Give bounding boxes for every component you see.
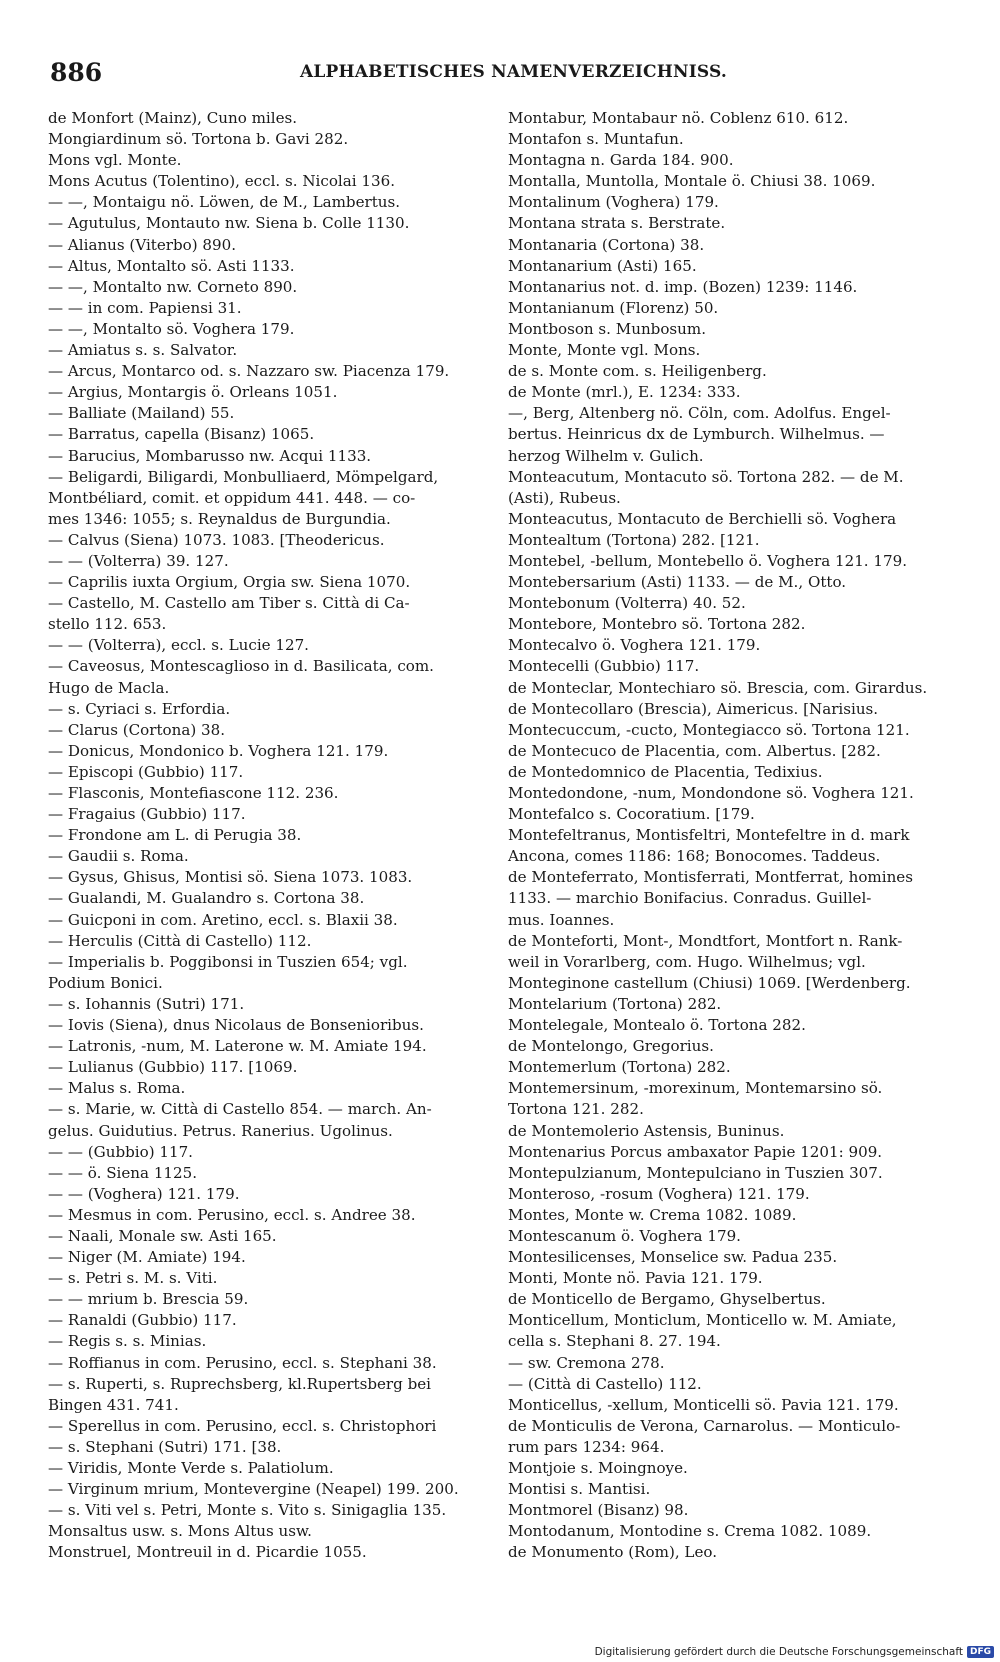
index-line: — Niger (M. Amiate) 194. bbox=[48, 1248, 246, 1267]
index-line: — s. Viti vel s. Petri, Monte s. Vito s. Sinigaglia 135. bbox=[48, 1501, 447, 1520]
index-line: de Monticulis de Verona, Carnarolus. — Monticulo- bbox=[508, 1416, 901, 1435]
right-column bbox=[508, 108, 963, 1563]
index-line: — Lulianus (Gubbio) 117. [1069. bbox=[48, 1058, 298, 1077]
index-line: — Balliate (Mailand) 55. bbox=[48, 404, 235, 423]
index-line: — — (Volterra) 39. 127. bbox=[48, 551, 229, 570]
index-line: Monteroso, -rosum (Voghera) 121. 179. bbox=[508, 1184, 810, 1203]
index-line: — — (Volterra), eccl. s. Lucie 127. bbox=[48, 636, 309, 655]
index-line: Montemerlum (Tortona) 282. bbox=[508, 1058, 731, 1077]
index-line: Montalinum (Voghera) 179. bbox=[508, 193, 719, 212]
index-line: — Agutulus, Montauto nw. Siena b. Colle 1130. bbox=[48, 214, 410, 233]
index-line: — — (Gubbio) 117. bbox=[48, 1142, 193, 1161]
index-line: Montana strata s. Berstrate. bbox=[508, 214, 726, 233]
index-line: 1133. — marchio Bonifacius. Conradus. Guillel- bbox=[508, 889, 872, 908]
index-line: — Imperialis b. Poggibonsi in Tuszien 654; vgl. bbox=[48, 952, 408, 971]
index-line: Monteginone castellum (Chiusi) 1069. [Werdenberg. bbox=[508, 973, 911, 992]
index-line: Ancona, comes 1186: 168; Bonocomes. Taddeus. bbox=[508, 847, 881, 866]
index-line: gelus. Guidutius. Petrus. Ranerius. Ugolinus. bbox=[48, 1121, 393, 1140]
index-line: cella s. Stephani 8. 27. 194. bbox=[508, 1332, 721, 1351]
index-line: — Sperellus in com. Perusino, eccl. s. Christophori bbox=[48, 1416, 437, 1435]
index-line: — Beligardi, Biligardi, Monbulliaerd, Mömpelgard, bbox=[48, 467, 439, 486]
index-line: — Calvus (Siena) 1073. 1083. [Theodericus. bbox=[48, 530, 385, 549]
index-line: — Guicponi in com. Aretino, eccl. s. Blaxii 38. bbox=[48, 910, 398, 929]
index-line: — Arcus, Montarco od. s. Nazzaro sw. Piacenza 179. bbox=[48, 362, 450, 381]
index-line: Montanaria (Cortona) 38. bbox=[508, 235, 705, 254]
index-line: Montedondone, -num, Mondondone sö. Voghera 121. bbox=[508, 784, 914, 802]
index-line: Montagna n. Garda 184. 900. bbox=[508, 151, 734, 170]
index-line: — Flasconis, Montefiascone 112. 236. bbox=[48, 784, 339, 802]
index-line: Montemersinum, -morexinum, Montemarsino sö. bbox=[508, 1079, 883, 1098]
index-line: Montecalvo ö. Voghera 121. 179. bbox=[508, 636, 761, 655]
index-line: Montebore, Montebro sö. Tortona 282. bbox=[508, 615, 806, 634]
index-line: Montecelli (Gubbio) 117. bbox=[508, 657, 700, 676]
index-line: Montanianum (Florenz) 50. bbox=[508, 298, 719, 317]
index-line: Hugo de Macla. bbox=[48, 678, 170, 697]
index-line: — Argius, Montargis ö. Orleans 1051. bbox=[48, 383, 338, 402]
index-line: — — in com. Papiensi 31. bbox=[48, 298, 242, 317]
index-line: — Malus s. Roma. bbox=[48, 1079, 186, 1098]
index-line: de Montecuco de Placentia, com. Albertus. [282. bbox=[508, 741, 881, 760]
index-line: — s. Ruperti, s. Ruprechsberg, kl.Rupertsberg bei bbox=[48, 1374, 432, 1393]
index-line: Mons vgl. Monte. bbox=[48, 151, 182, 170]
index-line: — Amiatus s. s. Salvator. bbox=[48, 341, 238, 360]
index-line: de Monteclar, Montechiaro sö. Brescia, com. Girardus. bbox=[508, 678, 928, 697]
index-line: Montes, Monte w. Crema 1082. 1089. bbox=[508, 1205, 797, 1224]
index-line: — Viridis, Monte Verde s. Palatiolum. bbox=[48, 1459, 334, 1477]
index-line: — Herculis (Città di Castello) 112. bbox=[48, 931, 312, 950]
index-line: — (Città di Castello) 112. bbox=[508, 1374, 702, 1393]
index-line: — Iovis (Siena), dnus Nicolaus de Bonsenioribus. bbox=[48, 1016, 424, 1035]
index-line: Montebersarium (Asti) 1133. — de M., Otto. bbox=[508, 573, 847, 592]
index-line: Montabur, Montabaur nö. Coblenz 610. 612. bbox=[508, 109, 849, 127]
footer-credit: Digitalisierung gefördert durch die Deutsche Forschungsgemeinschaft bbox=[594, 1646, 963, 1658]
index-line: Montenarius Porcus ambaxator Papie 1201: 909. bbox=[508, 1142, 883, 1161]
index-line: Montebonum (Volterra) 40. 52. bbox=[508, 594, 746, 613]
index-line: — Ranaldi (Gubbio) 117. bbox=[48, 1311, 237, 1330]
index-line: —, Berg, Altenberg nö. Cöln, com. Adolfus. Engel- bbox=[508, 404, 891, 423]
index-line: — Barratus, capella (Bisanz) 1065. bbox=[48, 425, 315, 444]
index-line: — Latronis, -num, M. Laterone w. M. Amiate 194. bbox=[48, 1037, 427, 1056]
left-column bbox=[48, 108, 496, 1563]
index-line: Montecuccum, -cucto, Montegiacco sö. Tortona 121. bbox=[508, 720, 910, 739]
page-number: 886 bbox=[50, 58, 103, 87]
index-line: mes 1346: 1055; s. Reynaldus de Burgundia. bbox=[48, 509, 391, 528]
index-line: Montanarius not. d. imp. (Bozen) 1239: 1146. bbox=[508, 277, 858, 296]
index-line: — Naali, Monale sw. Asti 165. bbox=[48, 1226, 277, 1245]
index-line: herzog Wilhelm v. Gulich. bbox=[508, 446, 704, 465]
index-line: Montescanum ö. Voghera 179. bbox=[508, 1226, 741, 1245]
index-line: de s. Monte com. s. Heiligenberg. bbox=[508, 362, 767, 381]
index-line: — — (Voghera) 121. 179. bbox=[48, 1184, 240, 1203]
index-line: de Monticello de Bergamo, Ghyselbertus. bbox=[508, 1290, 826, 1309]
index-line: — Barucius, Mombarusso nw. Acqui 1133. bbox=[48, 446, 372, 465]
index-line: — Altus, Montalto sö. Asti 1133. bbox=[48, 256, 295, 275]
index-line: de Montecollaro (Brescia), Aimericus. [Narisius. bbox=[508, 699, 879, 718]
index-line: Montjoie s. Moingnoye. bbox=[508, 1459, 688, 1477]
index-line: Montealtum (Tortona) 282. [121. bbox=[508, 530, 760, 549]
index-line: — Gaudii s. Roma. bbox=[48, 847, 189, 866]
index-line: stello 112. 653. bbox=[48, 615, 167, 634]
footer bbox=[595, 1646, 994, 1658]
index-line: — — mrium b. Brescia 59. bbox=[48, 1290, 249, 1309]
index-line: Montefeltranus, Montisfeltri, Montefeltre in d. mark bbox=[508, 826, 910, 845]
index-line: rum pars 1234: 964. bbox=[508, 1437, 665, 1456]
index-line: — Caprilis iuxta Orgium, Orgia sw. Siena 1070. bbox=[48, 573, 411, 592]
index-line: Podium Bonici. bbox=[48, 973, 163, 992]
index-line: Monticellus, -xellum, Monticelli sö. Pavia 121. 179. bbox=[508, 1395, 899, 1414]
index-line: Montmorel (Bisanz) 98. bbox=[508, 1501, 689, 1520]
index-line: — s. Iohannis (Sutri) 171. bbox=[48, 994, 245, 1013]
index-line: Montanarium (Asti) 165. bbox=[508, 256, 697, 275]
index-line: — —, Montalto sö. Voghera 179. bbox=[48, 319, 295, 338]
dfg-logo: DFG bbox=[967, 1646, 994, 1658]
index-line: Monteacutum, Montacuto sö. Tortona 282. — de M. bbox=[508, 467, 904, 486]
index-line: de Montelongo, Gregorius. bbox=[508, 1037, 714, 1056]
index-line: bertus. Heinricus dx de Lymburch. Wilhelmus. — bbox=[508, 425, 885, 444]
index-line: — Alianus (Viterbo) 890. bbox=[48, 235, 237, 254]
index-line: de Monteferrato, Montisferrati, Montferrat, homines bbox=[508, 868, 913, 887]
index-line: weil in Vorarlberg, com. Hugo. Wilhelmus; vgl. bbox=[508, 952, 866, 971]
index-line: de Monteforti, Mont-, Mondtfort, Montfort n. Rank- bbox=[508, 931, 903, 950]
index-line: de Monte (mrl.), E. 1234: 333. bbox=[508, 383, 741, 402]
index-line: de Monfort (Mainz), Cuno miles. bbox=[48, 109, 298, 127]
index-line: — Frondone am L. di Perugia 38. bbox=[48, 826, 302, 845]
index-line: Monti, Monte nö. Pavia 121. 179. bbox=[508, 1269, 763, 1288]
index-line: — Clarus (Cortona) 38. bbox=[48, 720, 226, 739]
index-line: — s. Stephani (Sutri) 171. [38. bbox=[48, 1437, 282, 1456]
index-line: — sw. Cremona 278. bbox=[508, 1353, 665, 1372]
index-line: Montesilicenses, Monselice sw. Padua 235. bbox=[508, 1248, 838, 1267]
index-line: Monteacutus, Montacuto de Berchielli sö. Voghera bbox=[508, 509, 897, 528]
index-line: Mons Acutus (Tolentino), eccl. s. Nicolai 136. bbox=[48, 172, 395, 191]
index-line: — Castello, M. Castello am Tiber s. Città di Ca- bbox=[48, 594, 410, 613]
index-line: Montisi s. Mantisi. bbox=[508, 1480, 651, 1499]
index-line: — —, Montaigu nö. Löwen, de M., Lambertus. bbox=[48, 193, 401, 212]
index-line: Montelarium (Tortona) 282. bbox=[508, 994, 722, 1013]
index-line: — s. Marie, w. Città di Castello 854. — march. An- bbox=[48, 1100, 432, 1119]
index-line: — Regis s. s. Minias. bbox=[48, 1332, 207, 1351]
index-line: de Montemolerio Astensis, Buninus. bbox=[508, 1121, 785, 1140]
index-line: Monticellum, Monticlum, Monticello w. M. Amiate, bbox=[508, 1311, 897, 1330]
index-line: mus. Ioannes. bbox=[508, 910, 615, 929]
index-line: Monstruel, Montreuil in d. Picardie 1055. bbox=[48, 1543, 367, 1562]
index-line: Montebel, -bellum, Montebello ö. Voghera 121. 179. bbox=[508, 551, 908, 570]
index-line: Montelegale, Montealo ö. Tortona 282. bbox=[508, 1016, 806, 1035]
index-line: — Gysus, Ghisus, Montisi sö. Siena 1073. 1083. bbox=[48, 868, 413, 887]
index-line: Montafon s. Muntafun. bbox=[508, 130, 684, 149]
index-line: — Fragaius (Gubbio) 117. bbox=[48, 805, 246, 824]
index-line: (Asti), Rubeus. bbox=[508, 488, 621, 507]
index-line: Montboson s. Munbosum. bbox=[508, 319, 706, 338]
index-line: — Episcopi (Gubbio) 117. bbox=[48, 762, 244, 781]
index-line: de Montedomnico de Placentia, Tedixius. bbox=[508, 762, 823, 781]
index-line: Montodanum, Montodine s. Crema 1082. 1089. bbox=[508, 1522, 872, 1541]
index-line: — — ö. Siena 1125. bbox=[48, 1163, 198, 1182]
index-line: Monte, Monte vgl. Mons. bbox=[508, 341, 701, 360]
index-line: de Monumento (Rom), Leo. bbox=[508, 1543, 718, 1562]
index-line: — s. Cyriaci s. Erfordia. bbox=[48, 699, 231, 718]
index-line: Tortona 121. 282. bbox=[508, 1100, 644, 1119]
index-line: — Gualandi, M. Gualandro s. Cortona 38. bbox=[48, 889, 365, 908]
index-line: Montefalco s. Cocoratium. [179. bbox=[508, 805, 755, 824]
index-line: — Donicus, Mondonico b. Voghera 121. 179. bbox=[48, 741, 389, 760]
index-line: Monsaltus usw. s. Mons Altus usw. bbox=[48, 1522, 312, 1541]
index-line: — Caveosus, Montescaglioso in d. Basilicata, com. bbox=[48, 657, 434, 676]
index-line: Bingen 431. 741. bbox=[48, 1395, 179, 1414]
index-line: — —, Montalto nw. Corneto 890. bbox=[48, 277, 298, 296]
index-line: Mongiardinum sö. Tortona b. Gavi 282. bbox=[48, 130, 349, 149]
index-line: Montepulzianum, Montepulciano in Tuszien 307. bbox=[508, 1163, 883, 1182]
index-line: Montbéliard, comit. et oppidum 441. 448. — co- bbox=[48, 488, 416, 507]
index-line: — s. Petri s. M. s. Viti. bbox=[48, 1269, 218, 1288]
index-line: — Virginum mrium, Montevergine (Neapel) 199. 200. bbox=[48, 1480, 459, 1499]
index-line: Montalla, Muntolla, Montale ö. Chiusi 38. 1069. bbox=[508, 172, 876, 191]
running-head: ALPHABETISCHES NAMENVERZEICHNISS. bbox=[300, 62, 727, 82]
index-line: — Mesmus in com. Perusino, eccl. s. Andree 38. bbox=[48, 1205, 416, 1224]
index-line: — Roffianus in com. Perusino, eccl. s. Stephani 38. bbox=[48, 1353, 437, 1372]
